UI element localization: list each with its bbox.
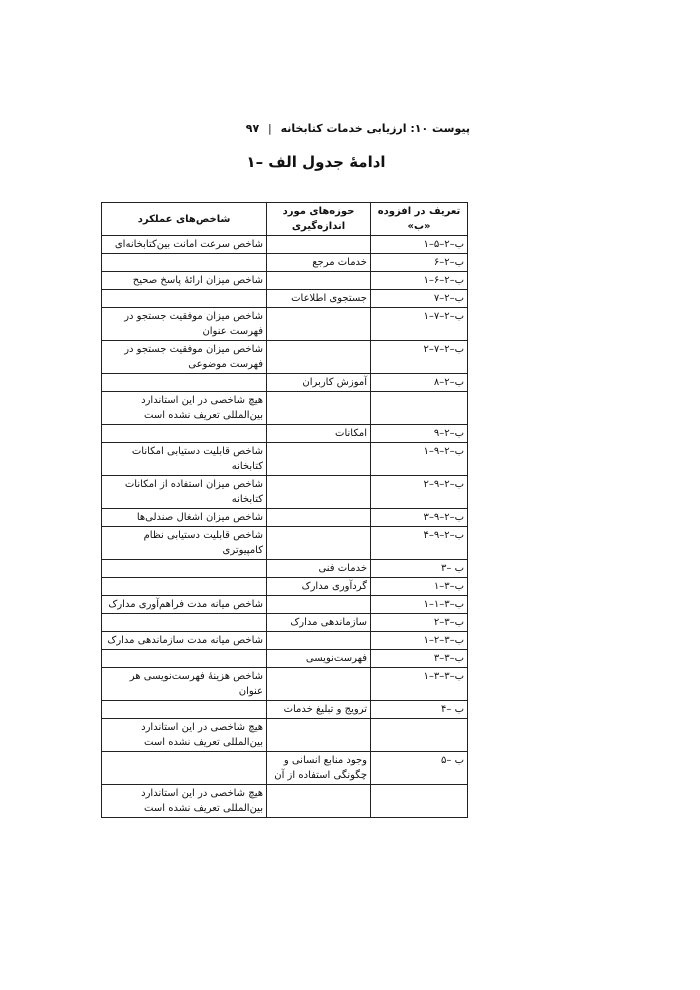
indicator-cell (102, 425, 267, 443)
definition-cell: ب–۲–۶–۱ (371, 272, 468, 290)
area-cell (267, 341, 371, 374)
area-cell: سازماندهی مدارک (267, 614, 371, 632)
definition-cell (371, 719, 468, 752)
definition-cell: ب–۲–۷ (371, 290, 468, 308)
table-row (102, 752, 468, 785)
definition-cell: ب–۲–۹ (371, 425, 468, 443)
area-cell: جستجوی اطلاعات (267, 290, 371, 308)
table-row (102, 236, 468, 254)
area-cell (267, 596, 371, 614)
indicator-cell (102, 560, 267, 578)
indicator-cell: شاخص میانه مدت سازماندهی مدارک (102, 632, 267, 650)
running-header (100, 122, 470, 135)
definition-cell: ب–۳–۲ (371, 614, 468, 632)
indicator-cell (102, 290, 267, 308)
area-cell (267, 392, 371, 425)
indicator-cell (102, 752, 267, 785)
definition-cell: ب–۲–۵–۱ (371, 236, 468, 254)
indicators-table (101, 202, 468, 818)
table-row (102, 632, 468, 650)
table-body (102, 236, 468, 818)
table-row (102, 341, 468, 374)
indicator-cell: هیچ شاخصی در این استاندارد بین‌المللی تعریف نشده است (102, 392, 267, 425)
area-cell (267, 308, 371, 341)
header-separator: | (268, 122, 272, 135)
indicator-cell (102, 614, 267, 632)
indicator-cell: شاخص میزان موفقیت جستجو در فهرست موضوعی (102, 341, 267, 374)
table-row (102, 614, 468, 632)
indicator-cell: شاخص هزینهٔ فهرست‌نویسی هر عنوان (102, 668, 267, 701)
area-cell: آموزش کاربران (267, 374, 371, 392)
area-cell (267, 668, 371, 701)
area-cell (267, 236, 371, 254)
indicator-cell (102, 254, 267, 272)
indicator-cell: شاخص میزان موفقیت جستجو در فهرست عنوان (102, 308, 267, 341)
table-row (102, 476, 468, 509)
area-cell (267, 527, 371, 560)
definition-cell: ب–۲–۸ (371, 374, 468, 392)
indicator-cell: شاخص میزان استفاده از امکانات کتابخانه (102, 476, 267, 509)
area-cell: وجود منابع انسانی و چگونگی استفاده از آن (267, 752, 371, 785)
area-cell: امکانات (267, 425, 371, 443)
area-cell (267, 272, 371, 290)
area-cell (267, 476, 371, 509)
definition-cell (371, 392, 468, 425)
indicator-cell (102, 650, 267, 668)
table-row (102, 509, 468, 527)
definition-cell: ب –۳ (371, 560, 468, 578)
table-row (102, 701, 468, 719)
table-row (102, 425, 468, 443)
definition-cell: ب–۲–۹–۴ (371, 527, 468, 560)
page-number: ۹۷ (245, 122, 260, 135)
column-header-definition: تعریف در افزوده «ب» (371, 203, 468, 236)
table-row (102, 527, 468, 560)
definition-cell: ب –۴ (371, 701, 468, 719)
indicator-cell: شاخص قابلیت دستیابی نظام کامپیوتری (102, 527, 267, 560)
table-header-row (102, 203, 468, 236)
table-row (102, 560, 468, 578)
area-cell (267, 443, 371, 476)
indicator-cell: شاخص میانه مدت فراهم‌آوری مدارک (102, 596, 267, 614)
column-header-areas: حوزه‌های مورد اندازه‌گیری (267, 203, 371, 236)
area-cell (267, 719, 371, 752)
area-cell: ترویج و تبلیغ خدمات (267, 701, 371, 719)
indicator-cell (102, 701, 267, 719)
definition-cell: ب–۲–۹–۱ (371, 443, 468, 476)
definition-cell: ب–۲–۹–۲ (371, 476, 468, 509)
area-cell: گردآوری مدارک (267, 578, 371, 596)
area-cell: خدمات فنی (267, 560, 371, 578)
definition-cell: ب–۳–۱ (371, 578, 468, 596)
table-title: ادامهٔ جدول الف –۱ (246, 153, 386, 171)
definition-cell: ب–۲–۶ (371, 254, 468, 272)
area-cell: فهرست‌نویسی (267, 650, 371, 668)
table-row (102, 668, 468, 701)
table-row (102, 290, 468, 308)
table-row (102, 272, 468, 290)
definition-cell: ب–۲–۹–۳ (371, 509, 468, 527)
table-row (102, 719, 468, 752)
definition-cell: ب–۳–۳ (371, 650, 468, 668)
indicator-cell: شاخص قابلیت دستیابی امکانات کتابخانه (102, 443, 267, 476)
indicator-cell (102, 374, 267, 392)
table-row (102, 308, 468, 341)
indicator-cell: هیچ شاخصی در این استاندارد بین‌المللی تعریف نشده است (102, 785, 267, 818)
indicator-cell: هیچ شاخصی در این استاندارد بین‌المللی تعریف نشده است (102, 719, 267, 752)
definition-cell: ب–۳–۳–۱ (371, 668, 468, 701)
definition-cell: ب –۵ (371, 752, 468, 785)
indicator-cell: شاخص میزان ارائهٔ پاسخ صحیح (102, 272, 267, 290)
indicator-cell (102, 578, 267, 596)
table-row (102, 392, 468, 425)
area-cell (267, 509, 371, 527)
table-row (102, 785, 468, 818)
definition-cell: ب–۲–۷–۱ (371, 308, 468, 341)
appendix-title: پیوست ۱۰: ارزیابی خدمات کتابخانه (280, 122, 470, 135)
definition-cell: ب–۳–۱–۱ (371, 596, 468, 614)
indicator-cell: شاخص سرعت امانت بین‌کتابخانه‌ای (102, 236, 267, 254)
definition-cell (371, 785, 468, 818)
definition-cell: ب–۲–۷–۲ (371, 341, 468, 374)
table-row (102, 374, 468, 392)
table-row (102, 578, 468, 596)
table-row (102, 650, 468, 668)
table-row (102, 596, 468, 614)
area-cell: خدمات مرجع (267, 254, 371, 272)
column-header-indicators: شاخص‌های عملکرد (102, 203, 267, 236)
table-row (102, 254, 468, 272)
table-row (102, 443, 468, 476)
indicator-cell: شاخص میزان اشغال صندلی‌ها (102, 509, 267, 527)
area-cell (267, 785, 371, 818)
definition-cell: ب–۳–۲–۱ (371, 632, 468, 650)
area-cell (267, 632, 371, 650)
